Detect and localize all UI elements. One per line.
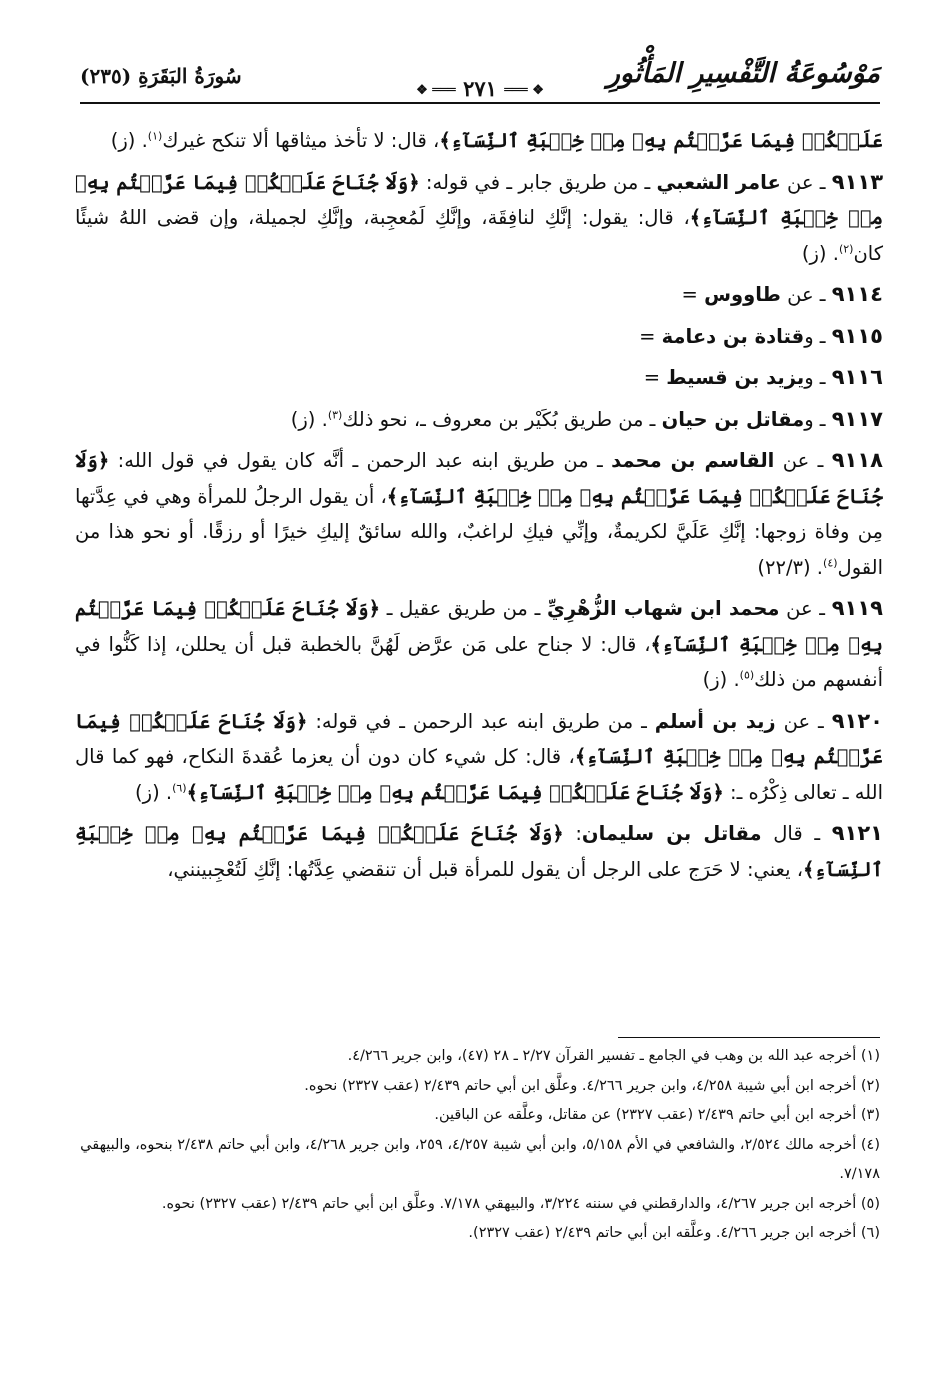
footnote-marker: (٣) [327,408,343,421]
footnote-marker: (٢) [838,242,854,255]
narration-9114 [75,277,883,313]
header-divider [80,102,880,104]
ornament-right-icon: ═══ ❖ [504,83,544,98]
narration-text: ـ من طريق جابر ـ في قوله: [419,170,657,194]
narration-text: ، قال: يقول: إنَّكِ لنافِقَة، وإنَّكِ لَمُعجِبة، وإنَّكِ لجميلة، وإن قضى اللهُ شيئًا كان [75,206,883,265]
footnote-5: (٥) أخرجه ابن جرير ٤/٢٦٧، والدارقطني في سننه ٣/٢٢٤، والبيهقي ٧/١٧٨. وعلَّق ابن أبي حاتم ٢/٤٣٩ (عقب ٢٣٢٧) نحوه. [161,1195,880,1212]
narrator-name: قتادة بن دعامة [661,324,805,348]
narration-9120 [75,704,883,811]
footnote-3: (٣) أخرجه ابن أبي حاتم ٢/٤٣٩ (عقب ٢٣٢٧) عن مقاتل، وعلَّقه عن الباقين. [434,1107,880,1123]
narration-9119 [75,591,883,698]
footnotes [75,1042,880,1249]
narration-text: = [681,283,705,306]
narration-text: ـ من طريق ابنه عبد الرحمن ـ أنَّه كان يقول في قول الله: [109,449,612,472]
quran-quote: ﴿وَلَا جُنَاحَ عَلَيۡكُمۡ فِيمَا عَرَّضۡتُم بِهِۦ مِنۡ خِطۡبَةِ ٱلنِّسَآءِ﴾ [75,822,883,881]
narration-number: ٩١١٣ [831,169,884,194]
narration-connector: ـ عن [780,283,832,306]
narrator-name: محمد ابن شهاب الزُّهْرِيِّ [546,597,780,620]
book-title: مَوْسُوعَةُ التَّفْسِيرِ المَأْثُورِ [606,58,880,89]
footnote-1: (١) أخرجه عبد الله بن وهب في الجامع ـ تفسير القرآن ٢/٢٧ ـ ٢٨ (٤٧)، وابن جرير ٤/٢٦٦. [347,1048,880,1064]
narration-number: ٩١١٨ [831,448,884,472]
narration-number: ٩١١٦ [831,365,883,389]
narration-text: . (ز) [702,668,740,691]
narration-number: ٩١٢٠ [831,708,884,733]
narration-text: ، قال: لا تأخذ ميثاقها ألا تنكح غيرك [162,129,440,152]
narrator-name: مقاتل بن سليمان [581,822,762,845]
page-number: ٢٧١ [463,76,497,101]
narration-cont [75,123,883,159]
narration-connector: ـ و [804,324,832,348]
narration-9117 [75,402,883,438]
running-header [80,58,880,104]
quran-quote: ﴿وَلَا جُنَاحَ عَلَيۡكُمۡ فِيمَا عَرَّضۡتُم بِهِۦ مِنۡ خِطۡبَةِ ٱلنِّسَآءِ﴾ [75,597,883,656]
quran-quote: عَلَيۡكُمۡ فِيمَا عَرَّضۡتُم بِهِۦ مِنۡ خِطۡبَةِ ٱلنِّسَآءِ﴾ [439,129,883,152]
quran-quote: ﴿وَلَا جُنَاحَ عَلَيۡكُمۡ فِيمَا عَرَّضۡتُم بِهِۦ مِنۡ خِطۡبَةِ ٱلنِّسَآءِ﴾ [75,170,883,229]
footnote-marker: (٦) [172,781,187,794]
narration-text: ، قال: كل شيء كان دون أن يعزما عُقدةَ النكاح، فهو كما قال الله ـ تعالى ذِكْرُه ـ: [75,745,883,804]
footnote-marker: (٤) [823,556,838,569]
narration-text: . (ز) [110,129,148,152]
narrator-name: زيد بن أسلم [654,709,776,733]
narration-text: = [643,366,667,389]
quran-quote: ﴿وَلَا جُنَاحَ عَلَيۡكُمۡ فِيمَا عَرَّضۡتُم بِهِۦ مِنۡ خِطۡبَةِ ٱلنِّسَآءِ﴾ [186,780,724,804]
narration-text: ـ من طريق عقيل ـ [380,597,547,620]
narration-text: ـ من طريق ابنه عبد الرحمن ـ في قوله: [307,709,655,733]
narration-9113 [75,165,883,272]
narration-text: ـ من طريق بُكَيْر بن معروف ـ، نحو ذلك [342,407,662,431]
footnote-divider [618,1037,880,1038]
narration-connector: ـ عن [780,170,832,194]
narrator-name: القاسم بن محمد [611,449,775,472]
quran-quote: ﴿وَلَا جُنَاحَ عَلَيۡكُمۡ فِيمَا عَرَّضۡتُم بِهِۦ مِنۡ خِطۡبَةِ ٱلنِّسَآءِ﴾ [75,449,884,508]
narration-connector: ـ عن [774,449,832,472]
narration-number: ٩١١٩ [831,596,883,620]
narration-9116 [75,360,883,396]
narration-connector: ـ و [804,366,832,389]
narration-connector: ـ و [804,407,832,431]
narration-text: ، قال: لا جناح على مَن عرَّض لَهُنَّ بالخطبة قبل أن يحللن، إذا كَنُّوا في أنفسهم من ذلك [75,632,883,691]
narration-text: . (٢٢/٣) [757,555,824,579]
body-text [75,123,883,887]
narration-9121 [75,816,883,887]
footnote-6: (٦) أخرجه ابن جرير ٤/٢٦٦. وعلَّقه ابن أبي حاتم ٢/٤٣٩ (عقب ٢٣٢٧). [468,1225,880,1241]
narration-text: ، أن يقول الرجلُ للمرأة وهي في عِدَّتها مِن وفاة زوجها: إنَّكِ عَلَيَّ لكريمةٌ، وإنِّي فيكِ لراغبٌ، والله سائقٌ إليكِ خيرًا أو رزقًا. أو نحو هذا من القول [75,484,883,579]
footnote-2: (٢) أخرجه ابن أبي شيبة ٤/٢٥٨، وابن جرير ٤/٢٦٦. وعلَّق ابن أبي حاتم ٢/٤٣٩ (عقب ٢٣٢٧) نحوه. [304,1077,880,1094]
narration-number: ٩١١٤ [831,282,883,306]
ornament-left-icon: ❖ ═══ [416,83,456,98]
footnote-marker: (١) [147,129,163,143]
surah-reference: سُورَةُ البَقَرَةِ (٢٣٥) [80,64,242,88]
narration-text: . (ز) [801,241,839,265]
narration-number: ٩١٢١ [831,821,883,845]
quran-quote: ﴿وَلَا جُنَاحَ عَلَيۡكُمۡ فِيمَا عَرَّضۡتُم بِهِۦ مِنۡ خِطۡبَةِ ٱلنِّسَآءِ﴾ [75,709,883,768]
narrator-name: يزيد بن قسيط [666,366,805,389]
narration-connector: ـ عن [775,709,832,733]
narration-text: : [563,822,582,845]
narration-number: ٩١١٧ [831,406,883,431]
narration-9115 [75,319,883,355]
narration-connector: ـ عن [779,597,832,620]
footnote-marker: (٥) [739,668,755,682]
narration-text: . (ز) [135,780,173,804]
narration-connector: ـ قال [761,822,832,845]
footnote-4: (٤) أخرجه مالك ٢/٥٢٤، والشافعي في الأم ٥/١٥٨، وابن أبي شيبة ٤/٢٥٧، ٢٥٩، وابن جرير ٤/٢٦٨، وابن أبي حاتم ٢/٤٣٨ بنحوه، والبيهقي ٧/١٧٨. [80,1136,880,1182]
narration-text: ، يعني: لا حَرَج على الرجل أن يقول للمرأة قبل أن تنقضي عِدَّتُها: إنَّكِ لَتُعْجِبينني، [167,857,804,881]
narrator-name: مقاتل بن حيان [661,407,805,431]
narrator-name: طاووس [704,283,781,306]
narration-text: . (ز) [290,407,328,431]
narration-9118 [75,443,883,585]
narration-text: = [639,324,662,348]
narrator-name: عامر الشعبي [656,170,781,194]
narration-number: ٩١١٥ [831,323,883,348]
